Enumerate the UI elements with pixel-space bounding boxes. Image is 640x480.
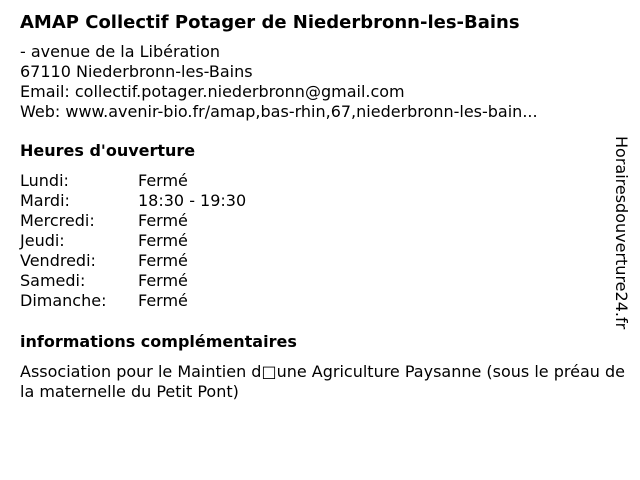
day-label: Dimanche:	[20, 291, 107, 310]
day-hours: Fermé	[138, 211, 188, 230]
day-hours: Fermé	[138, 271, 188, 290]
day-label: Vendredi:	[20, 251, 96, 270]
day-label: Lundi:	[20, 171, 69, 190]
hours-row-mardi	[20, 191, 626, 211]
info-title: informations complémentaires	[20, 332, 297, 351]
day-label: Jeudi:	[20, 231, 65, 250]
hours-row-lundi	[20, 171, 626, 191]
day-hours: Fermé	[138, 251, 188, 270]
day-label: Mercredi:	[20, 211, 95, 230]
email-line	[20, 82, 626, 102]
web-link[interactable]: www.avenir-bio.fr/amap,bas-rhin,67,niederbronn-les-bain...	[65, 102, 538, 121]
business-card	[20, 10, 626, 402]
hours-title: Heures d'ouverture	[20, 141, 196, 160]
web-line	[20, 102, 626, 122]
brand-watermark: Horairesdouverture24.fr	[612, 136, 631, 330]
hours-row-dimanche	[20, 291, 626, 311]
address-street: - avenue de la Libération	[20, 42, 220, 61]
hours-row-vendredi	[20, 251, 626, 271]
day-label: Mardi:	[20, 191, 70, 210]
address-block	[20, 42, 626, 122]
info-text: Association pour le Maintien d□une Agriculture Paysanne (sous le préau de la maternelle du Petit Pont)	[20, 362, 625, 401]
email-link[interactable]: collectif.potager.niederbronn@gmail.com	[74, 82, 405, 101]
day-hours: 18:30 - 19:30	[138, 191, 247, 210]
hours-list	[20, 171, 626, 311]
day-hours: Fermé	[138, 171, 188, 190]
business-name: AMAP Collectif Potager de Niederbronn-les-Bains	[20, 12, 520, 33]
address-city: 67110 Niederbronn-les-Bains	[20, 62, 253, 81]
hours-row-mercredi	[20, 211, 626, 231]
web-label: Web:	[20, 102, 61, 121]
day-hours: Fermé	[138, 291, 188, 310]
day-hours: Fermé	[138, 231, 188, 250]
day-label: Samedi:	[20, 271, 86, 290]
hours-row-jeudi	[20, 231, 626, 251]
email-label: Email:	[20, 82, 70, 101]
hours-row-samedi	[20, 271, 626, 291]
